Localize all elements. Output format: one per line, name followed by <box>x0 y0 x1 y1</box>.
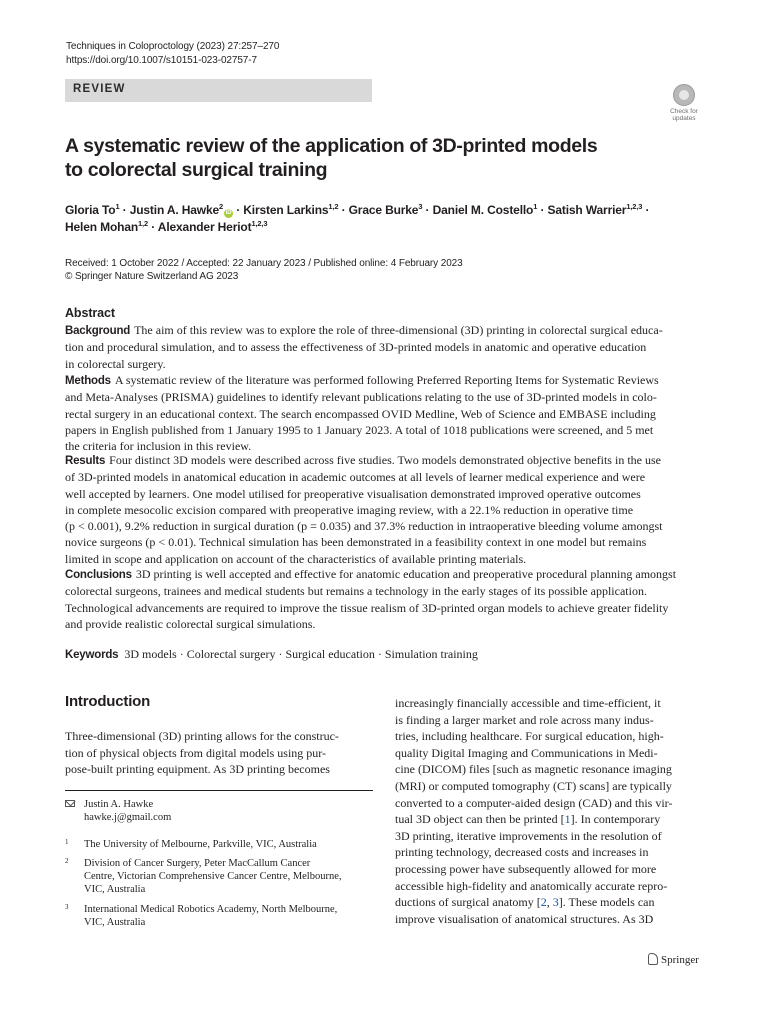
abstract-line: in colorectal surgery. <box>65 356 166 371</box>
conclusions-label: Conclusions <box>65 569 132 581</box>
abstract-line: (p < 0.001), 9.2% reduction in surgical duration (p = 0.035) and 37.3% reduction in intraoperative bleeding volume amongst <box>65 519 663 534</box>
doi-link[interactable]: https://doi.org/10.1007/s10151-023-02757-7 <box>66 55 257 66</box>
introduction-left-column <box>65 728 375 778</box>
author-affiliation-marker: 2 <box>219 202 224 211</box>
author-name[interactable]: Alexander Heriot <box>157 220 252 234</box>
author-name[interactable]: Helen Mohan <box>65 220 139 234</box>
author-affiliation-marker: 1,2,3 <box>626 202 643 211</box>
body-line: processing power have subsequently allowed for more <box>395 861 657 876</box>
author-list <box>65 202 705 236</box>
article-type-label: REVIEW <box>73 83 126 95</box>
body-line: improve visualisation of anatomical structures. As 3D <box>395 911 654 926</box>
author-affiliation-marker: 1,2 <box>328 202 339 211</box>
affiliation-number: 2 <box>65 857 69 865</box>
affiliation-line: Division of Cancer Surgery, Peter MacCallum Cancer <box>84 858 311 869</box>
corresponding-author-name: Justin A. Hawke <box>84 799 154 810</box>
keywords-label: Keywords <box>65 649 119 661</box>
author-separator: · <box>338 203 349 217</box>
methods-label: Methods <box>65 375 111 387</box>
abstract-line: colorectal surgeons, trainees and medical students but remains a technology in the early stages of its possible application. <box>65 584 647 599</box>
body-line: tion of physical objects from digital models using pur- <box>65 745 327 760</box>
body-line: is finding a larger market and role across many indus- <box>395 712 654 727</box>
affiliation-line: VIC, Australia <box>84 917 146 928</box>
abstract-line: Four distinct 3D models were described across five studies. Two models demonstrated objective benefits in the use <box>109 453 661 467</box>
body-line: cine (DICOM) files [such as magnetic resonance imaging <box>395 762 672 777</box>
orcid-icon[interactable]: iD <box>225 210 232 216</box>
abstract-line: The aim of this review was to explore the role of three-dimensional (3D) printing in colorectal surgical educa- <box>134 323 663 337</box>
affiliation-line: The University of Melbourne, Parkville, VIC, Australia <box>84 839 317 850</box>
introduction-right-column <box>395 695 703 927</box>
author-row <box>65 202 705 219</box>
author-name[interactable]: Justin A. Hawke <box>129 203 220 217</box>
body-line: accessible high-fidelity and anatomically accurate repro- <box>395 878 668 893</box>
abstract-line: in complete mesocolic excision compared with preoperative imaging review, with a 22.1% reduction in operative time <box>65 502 634 517</box>
citation-link[interactable]: 3 <box>552 895 559 910</box>
title-line: to colorectal surgical training <box>65 159 328 181</box>
corresponding-author-email[interactable]: hawke.j@gmail.com <box>84 812 172 823</box>
check-updates-text-2: updates <box>672 115 696 122</box>
abstract-line: and Meta-Analyses (PRISMA) guidelines to identify relevant publications relating to the use of 3D-printed models in colo- <box>65 390 657 405</box>
body-line: tual 3D object can then be printed [1]. In contemporary <box>395 812 661 827</box>
abstract-line: A systematic review of the literature was performed following Preferred Reporting Items for Systematic Reviews <box>114 373 659 387</box>
title-line: A systematic review of the application of 3D-printed models <box>65 135 598 157</box>
abstract-background <box>65 322 703 372</box>
results-label: Results <box>65 455 106 467</box>
article-title <box>65 134 685 182</box>
author-affiliation-marker: 1 <box>533 202 538 211</box>
body-line: converted to a computer-aided design (CAD) and this vir- <box>395 795 673 810</box>
introduction-heading: Introduction <box>65 693 151 710</box>
article-type-banner <box>65 79 372 102</box>
body-line: increasingly financially accessible and time-efficient, it <box>395 696 661 710</box>
abstract-methods <box>65 372 703 454</box>
citation-link[interactable]: 2 <box>540 895 547 910</box>
author-name[interactable]: Satish Warrier <box>547 203 627 217</box>
crossmark-icon <box>673 84 695 106</box>
abstract-line: the criteria for inclusion in this review. <box>65 439 252 454</box>
author-separator: · <box>537 203 548 217</box>
body-line: Three-dimensional (3D) printing allows for the construc- <box>65 729 339 743</box>
abstract-line: limited in scope and application on account of the characteristics of available printing materials. <box>65 551 527 566</box>
body-line: ductions of surgical anatomy [2, 3]. These models can <box>395 895 655 910</box>
author-name[interactable]: Kirsten Larkins <box>243 203 329 217</box>
affiliation-line: Centre, Victorian Comprehensive Cancer Centre, Melbourne, <box>84 871 342 882</box>
keywords <box>65 647 478 662</box>
affiliation-number: 1 <box>65 838 69 846</box>
abstract-heading: Abstract <box>65 306 115 320</box>
abstract-line: tion and procedural simulation, and to assess the effectiveness of 3D-printed models in anatomic and operative education <box>65 340 647 355</box>
citation-link[interactable]: 1 <box>564 812 571 827</box>
author-affiliation-marker: 1 <box>115 202 120 211</box>
copyright-notice: © Springer Nature Switzerland AG 2023 <box>65 271 239 282</box>
author-row <box>65 219 705 236</box>
abstract-line: Technological advancements are required to improve the tissue realism of 3D-printed organ models to achieve greater fidelity <box>65 600 669 615</box>
body-line: pose-built printing equipment. As 3D printing becomes <box>65 762 330 777</box>
body-line: printing technology, decreased costs and increases in <box>395 845 649 860</box>
author-separator: · <box>642 203 650 217</box>
keywords-text: 3D models · Colorectal surgery · Surgical education · Simulation training <box>124 647 478 661</box>
check-updates-text-1: Check for <box>670 108 698 115</box>
check-for-updates-badge[interactable] <box>665 84 703 124</box>
publisher-name: Springer <box>661 954 699 966</box>
abstract-line: and provide realistic colorectal surgical simulations. <box>65 616 316 631</box>
footnote-divider <box>65 790 373 791</box>
abstract-line: novice surgeons (p < 0.01). Technical simulation has been demonstrated in a feasibility context in one model but remains <box>65 535 647 550</box>
springer-horse-icon <box>648 953 658 965</box>
abstract-conclusions <box>65 566 703 632</box>
author-separator: · <box>422 203 433 217</box>
author-name[interactable]: Gloria To <box>65 203 116 217</box>
author-affiliation-marker: 1,2,3 <box>251 219 268 228</box>
affiliation-line: VIC, Australia <box>84 884 146 895</box>
abstract-line: of 3D-printed models in anatomical education in academic outcomes at all levels of learner medical experience and were <box>65 470 646 485</box>
publication-dates: Received: 1 October 2022 / Accepted: 22 January 2023 / Published online: 4 February 2023 <box>65 258 463 269</box>
author-affiliation-marker: 3 <box>418 202 423 211</box>
abstract-line: rectal surgery in an educational context. The search encompassed OVID Medline, Web of Science and EMBASE including <box>65 406 656 421</box>
background-label: Background <box>65 325 131 337</box>
author-name[interactable]: Daniel M. Costello <box>432 203 534 217</box>
abstract-line: papers in English published from 1 January 1995 to 1 January 2023. A total of 1018 publications were screened, and 5 met <box>65 422 654 437</box>
abstract-results <box>65 452 703 567</box>
abstract-line: 3D printing is well accepted and effective for anatomic education and preoperative procedural planning amongst <box>135 567 677 581</box>
journal-citation: Techniques in Coloproctology (2023) 27:257–270 <box>66 41 280 52</box>
publisher-logo <box>648 953 699 966</box>
author-separator: · <box>119 203 130 217</box>
body-line: (MRI) or computed tomography (CT) scans] are typically <box>395 778 672 793</box>
author-separator: · <box>233 203 244 217</box>
affiliation-number: 3 <box>65 903 69 911</box>
author-affiliation-marker: 1,2 <box>138 219 149 228</box>
affiliation-line: International Medical Robotics Academy, North Melbourne, <box>84 904 338 915</box>
author-separator: · <box>148 220 158 234</box>
abstract-line: well accepted by learners. One model utilised for preoperative visualisation demonstrated improved operative outcomes <box>65 486 641 501</box>
author-name[interactable]: Grace Burke <box>348 203 419 217</box>
envelope-icon <box>65 800 75 807</box>
body-line: quality Digital Imaging and Communications in Medi- <box>395 745 658 760</box>
body-line: 3D printing, iterative improvements in the resolution of <box>395 828 662 843</box>
body-line: tries, including healthcare. For surgical education, high- <box>395 729 664 744</box>
